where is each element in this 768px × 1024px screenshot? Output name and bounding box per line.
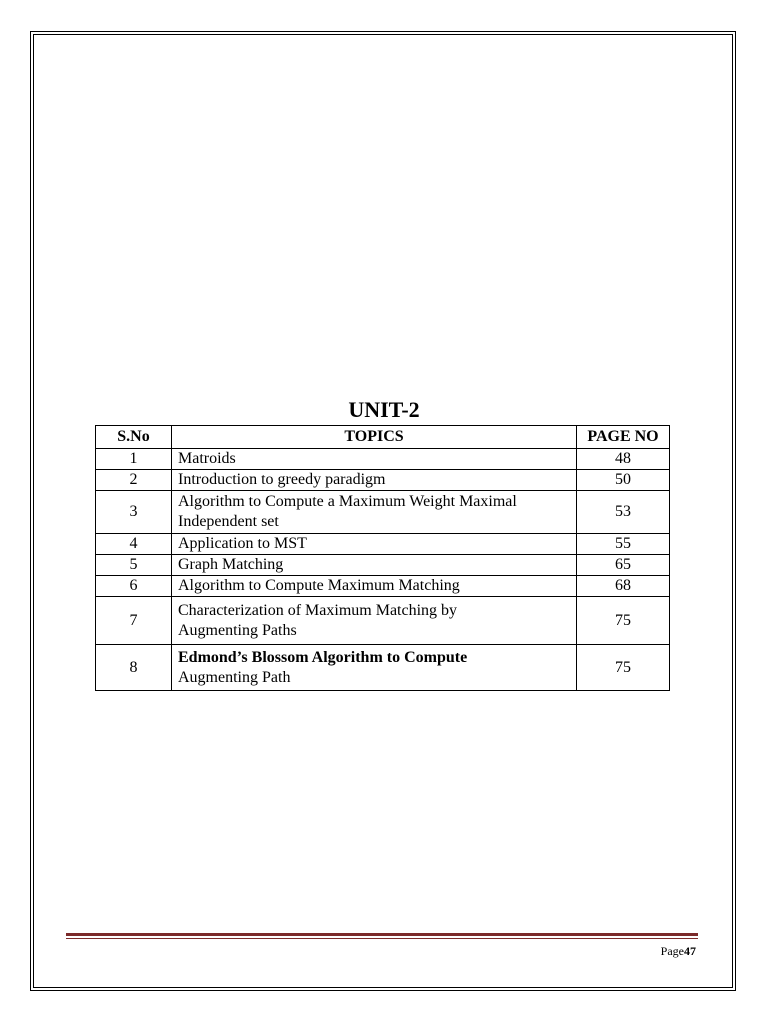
table-row	[96, 491, 670, 534]
row-topic	[172, 597, 577, 645]
row-topic: Application to MST	[172, 534, 577, 555]
footer-rule	[66, 933, 698, 941]
row-topic	[172, 645, 577, 691]
row-page: 75	[577, 597, 670, 645]
row-topic-line2: Augmenting Paths	[178, 621, 297, 639]
row-page: 65	[577, 555, 670, 576]
row-page: 75	[577, 645, 670, 691]
row-topic: Introduction to greedy paradigm	[172, 470, 577, 491]
row-sno: 1	[96, 449, 172, 470]
row-page: 48	[577, 449, 670, 470]
footer-rule-thin	[66, 938, 698, 939]
header-sno: S.No	[96, 426, 172, 449]
row-sno: 5	[96, 555, 172, 576]
table-row	[96, 470, 670, 491]
table-row	[96, 534, 670, 555]
row-topic: Graph Matching	[172, 555, 577, 576]
header-topics: TOPICS	[172, 426, 577, 449]
table-header-row	[96, 426, 670, 449]
header-page-no: PAGE NO	[577, 426, 670, 449]
row-page: 55	[577, 534, 670, 555]
row-topic-line1: Algorithm to Compute a Maximum Weight Maximal	[178, 493, 517, 510]
page-prefix: Page	[660, 944, 684, 958]
row-topic-line1: Edmond’s Blossom Algorithm to Compute	[178, 648, 468, 666]
row-topic: Algorithm to Compute Maximum Matching	[172, 576, 577, 597]
row-sno: 2	[96, 470, 172, 491]
row-topic-line2: Independent set	[178, 513, 279, 530]
table-row	[96, 449, 670, 470]
row-sno: 6	[96, 576, 172, 597]
unit-title: UNIT-2	[348, 397, 420, 422]
row-sno: 4	[96, 534, 172, 555]
row-page: 68	[577, 576, 670, 597]
contents-table	[95, 425, 670, 691]
table-row	[96, 555, 670, 576]
page-number-label	[661, 943, 696, 959]
row-sno: 8	[96, 645, 172, 691]
row-page: 53	[577, 491, 670, 534]
footer-rule-thick	[66, 933, 698, 936]
row-topic	[172, 491, 577, 534]
row-topic-line2: Augmenting Path	[178, 668, 291, 686]
row-topic-line1: Characterization of Maximum Matching by	[178, 601, 458, 619]
row-topic: Matroids	[172, 449, 577, 470]
row-page: 50	[577, 470, 670, 491]
row-sno: 7	[96, 597, 172, 645]
table-row	[96, 576, 670, 597]
row-sno: 3	[96, 491, 172, 534]
page-number: 47	[684, 944, 696, 958]
table-row	[96, 645, 670, 691]
table-row	[96, 597, 670, 645]
